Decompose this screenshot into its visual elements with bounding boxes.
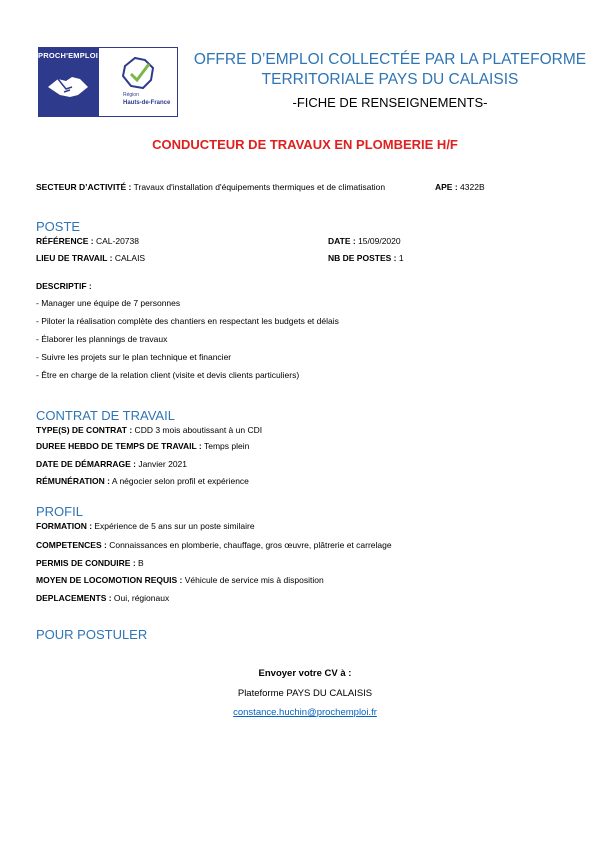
date-label: DATE : [328,236,356,246]
date-value: 15/09/2020 [355,236,401,246]
logo-left-panel [38,47,98,117]
contrat-type-label: TYPE(S) DE CONTRAT : [36,425,133,435]
contrat-type-value: CDD 3 mois aboutissant à un CDI [132,425,263,435]
permis-label: PERMIS DE CONDUIRE : [36,558,136,568]
region-map-icon [119,54,159,92]
header-subtitle: -FICHE DE RENSEIGNEMENTS- [292,95,488,110]
duree-label: DUREE HEBDO DE TEMPS DE TRAVAIL : [36,441,202,451]
contrat-type-line [36,425,262,436]
competences-value: Connaissances en plomberie, chauffage, gros œuvre, plâtrerie et carrelage [106,540,392,550]
permis-line [36,558,144,569]
ape-label: APE : [435,182,458,192]
task-item: - Suivre les projets sur le plan technique et financier [36,352,232,362]
header-line-1: OFFRE D’EMPLOI COLLECTÉE PAR LA PLATEFORME [193,51,587,68]
task-item: - Manager une équipe de 7 personnes [36,298,181,308]
nb-postes-value: 1 [396,253,404,263]
descriptif-label: DESCRIPTIF : [36,281,92,291]
formation-label: FORMATION : [36,521,93,531]
section-contrat-heading: CONTRAT DE TRAVAIL [36,408,175,423]
duree-line [36,441,249,452]
contact-email-row [0,707,610,718]
formation-value: Expérience de 5 ans sur un poste similaire [92,521,255,531]
logo-right-panel [98,47,178,117]
section-postuler-heading: POUR POSTULER [36,627,148,642]
reference-value: CAL-20738 [93,236,139,246]
region-small-label: Région [123,92,139,98]
contact-email-link[interactable]: constance.huchin@prochemploi.fr [233,707,377,718]
remuneration-line [36,476,249,487]
sector-label: SECTEUR D’ACTIVITÉ : [36,182,132,192]
duree-value: Temps plein [201,441,250,451]
lieu-label: LIEU DE TRAVAIL : [36,253,113,263]
ape-value: 4322B [457,182,485,192]
reference-line [36,236,139,247]
competences-label: COMPETENCES : [36,540,107,550]
job-title: CONDUCTEUR DE TRAVAUX EN PLOMBERIE H/F [152,137,458,152]
formation-line [36,521,255,532]
prochemploi-logo [38,47,178,117]
ape-line [435,182,485,193]
lieu-line [36,253,145,264]
deplacements-value: Oui, régionaux [111,593,170,603]
send-cv-label: Envoyer votre CV à : [258,668,352,679]
deplacements-line [36,593,169,604]
logo-brand-text: PROCH'EMPLOI [38,51,99,60]
demarrage-label: DATE DE DÉMARRAGE : [36,459,136,469]
locomotion-value: Véhicule de service mis à disposition [182,575,324,585]
reference-label: RÉFÉRENCE : [36,236,94,246]
permis-value: B [135,558,144,568]
demarrage-value: Janvier 2021 [135,459,188,469]
handshake-icon [46,65,90,105]
task-item: - Être en charge de la relation client (visite et devis clients particuliers) [36,370,300,380]
demarrage-line [36,459,187,470]
header-line-2: TERRITORIALE PAYS DU CALAISIS [261,71,519,88]
region-name-label: Hauts-de-France [123,100,171,106]
sector-line [36,182,385,193]
locomotion-line [36,575,324,586]
remuneration-value: A négocier selon profil et expérience [109,476,249,486]
task-item: - Piloter la réalisation complète des chantiers en respectant les budgets et délais [36,316,339,326]
task-item: - Élaborer les plannings de travaux [36,334,168,344]
date-line [328,236,401,247]
locomotion-label: MOYEN DE LOCOMOTION REQUIS : [36,575,183,585]
nb-postes-label: NB DE POSTES : [328,253,397,263]
nb-postes-line [328,253,404,264]
section-profil-heading: PROFIL [36,504,83,519]
sector-value: Travaux d'installation d'équipements thermiques et de climatisation [131,182,386,192]
deplacements-label: DEPLACEMENTS : [36,593,112,603]
platform-name: Plateforme PAYS DU CALAISIS [237,688,373,699]
competences-line [36,540,392,551]
remuneration-label: RÉMUNÉRATION : [36,476,110,486]
section-poste-heading: POSTE [36,219,81,234]
lieu-value: CALAIS [112,253,146,263]
